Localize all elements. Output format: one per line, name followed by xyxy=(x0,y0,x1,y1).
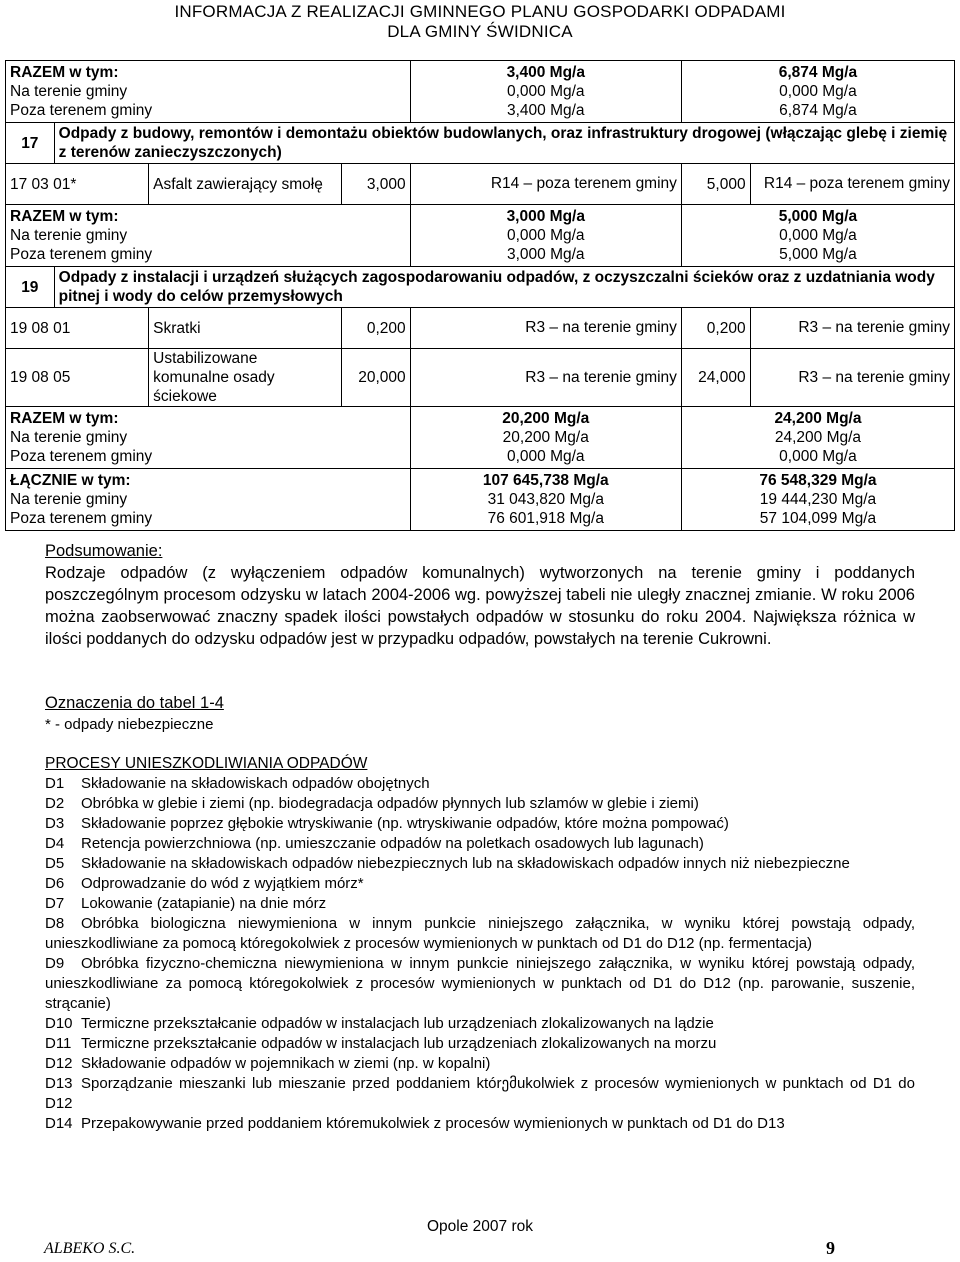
total-label: Na terenie gminy xyxy=(10,491,128,508)
process-code: D1 xyxy=(45,775,65,792)
value-cell: 0,000 Mg/a xyxy=(506,83,585,100)
legend-section xyxy=(45,692,915,736)
summary-section xyxy=(45,540,915,650)
process-text: Składowanie poprzez głębokie wtryskiwanie (np. wtryskiwanie odpadów, które można pompować) xyxy=(81,815,729,832)
value-cell: 57 104,099 Mg/a xyxy=(759,510,877,527)
list-item xyxy=(45,894,915,914)
section-17-header xyxy=(6,123,955,164)
value-cell: 31 043,820 Mg/a xyxy=(487,491,604,508)
value-cell: 6,874 Mg/a xyxy=(778,64,858,81)
quantity-1: 3,000 xyxy=(341,164,410,205)
table-row xyxy=(6,308,955,349)
process-code: D5 xyxy=(45,855,65,872)
process-text: Sporządzanie mieszanki lub mieszanie przed poddaniem którემukolwiek z procesów wymienionych w punktach od D1 do D12 xyxy=(45,1075,915,1112)
list-item xyxy=(45,1054,915,1074)
value-cell: 3,000 Mg/a xyxy=(506,208,585,225)
process-code: D6 xyxy=(45,875,65,892)
quantity-1: 20,000 xyxy=(341,349,410,407)
process-text: Składowanie na składowiskach odpadów niebezpiecznych lub na składowiskach odpadów innych niż niebezpieczne xyxy=(81,855,850,872)
page-header xyxy=(0,2,960,42)
legend-heading: Oznaczenia do tabel 1-4 xyxy=(45,694,224,712)
header-line-1: INFORMACJA Z REALIZACJI GMINNEGO PLANU GOSPODARKI ODPADAMI xyxy=(174,2,786,21)
value-cell: 76 601,918 Mg/a xyxy=(487,510,604,527)
value-cell: 24,200 Mg/a xyxy=(774,429,862,446)
process-code: D2 xyxy=(45,795,65,812)
waste-name: Skratki xyxy=(149,308,342,349)
process-code: D13 xyxy=(45,1075,73,1092)
waste-name: Asfalt zawierający smołę xyxy=(149,164,342,205)
process-2: R3 – na terenie gminy xyxy=(750,349,954,407)
table-row xyxy=(6,349,955,407)
summary-block-1 xyxy=(6,61,955,123)
summary-label: Na terenie gminy xyxy=(10,83,128,100)
process-code: D7 xyxy=(45,895,65,912)
summary-label: RAZEM w tym: xyxy=(10,208,119,225)
list-item xyxy=(45,874,915,894)
value-cell: 0,000 Mg/a xyxy=(506,227,585,244)
waste-table xyxy=(5,60,955,531)
value-cell: 0,000 Mg/a xyxy=(779,448,857,465)
list-item xyxy=(45,1034,915,1054)
value-cell: 76 548,329 Mg/a xyxy=(759,472,877,489)
process-1: R3 – na terenie gminy xyxy=(410,308,681,349)
footer-date: Opole 2007 rok xyxy=(427,1218,533,1235)
waste-code: 17 03 01* xyxy=(6,164,149,205)
value-cell: 20,200 Mg/a xyxy=(502,429,589,446)
total-label: Poza terenem gminy xyxy=(10,510,153,527)
summary-label: RAZEM w tym: xyxy=(10,410,119,427)
process-code: D4 xyxy=(45,835,65,852)
process-text: Przepakowywanie przed poddaniem któremukolwiek z procesów wymienionych w punktach od D1 do D13 xyxy=(81,1115,785,1132)
total-col-2 xyxy=(681,469,954,531)
summary-col-2 xyxy=(681,407,954,469)
process-text: Składowanie na składowiskach odpadów obojętnych xyxy=(81,775,430,792)
summary-heading: Podsumowanie: xyxy=(45,542,163,560)
total-col-1 xyxy=(410,469,681,531)
summary-col-1 xyxy=(410,61,681,123)
section-title: Odpady z budowy, remontów i demontażu obiektów budowlanych, oraz infrastruktury drogowej (włączając glebę i ziemię z terenów zanieczyszczonych) xyxy=(54,123,954,164)
section-19-header xyxy=(6,267,955,308)
summary-block-3 xyxy=(6,407,955,469)
value-cell: 19 444,230 Mg/a xyxy=(759,491,877,508)
process-code: D12 xyxy=(45,1055,73,1072)
value-cell: 0,000 Mg/a xyxy=(779,227,857,244)
waste-name: Ustabilizowane komunalne osady ściekowe xyxy=(149,349,342,407)
process-text: Składowanie odpadów w pojemnikach w ziemi (np. w kopalni) xyxy=(81,1055,491,1072)
list-item xyxy=(45,954,915,1014)
value-cell: 5,000 Mg/a xyxy=(779,246,857,263)
quantity-2: 24,000 xyxy=(681,349,750,407)
process-code: D3 xyxy=(45,815,65,832)
processes-section xyxy=(45,754,915,1134)
summary-label: Na terenie gminy xyxy=(10,429,128,446)
process-text: Obróbka w glebie i ziemi (np. biodegradacja odpadów płynnych lub szlamów w glebie i ziemi) xyxy=(81,795,699,812)
process-2: R14 – poza terenem gminy xyxy=(750,164,954,205)
process-text: Retencja powierzchniowa (np. umieszczanie odpadów na poletkach osadowych lub lagunach) xyxy=(81,835,704,852)
processes-list xyxy=(45,774,915,1134)
section-title: Odpady z instalacji i urządzeń służących zagospodarowaniu odpadów, z oczyszczalni ścieków oraz z uzdatniania wody pitnej i wody do celów przemysłowych xyxy=(54,267,954,308)
process-code: D9 xyxy=(45,955,65,972)
value-cell: 0,000 Mg/a xyxy=(779,83,857,100)
process-text: Odprowadzanie do wód z wyjątkiem mórz* xyxy=(81,875,364,892)
summary-label: Poza terenem gminy xyxy=(10,448,153,465)
process-code: D10 xyxy=(45,1015,73,1032)
value-cell: 20,200 Mg/a xyxy=(502,410,590,427)
value-cell: 3,000 Mg/a xyxy=(506,246,585,263)
list-item xyxy=(45,914,915,954)
value-cell: 0,000 Mg/a xyxy=(506,448,585,465)
process-text: Termiczne przekształcanie odpadów w instalacjach lub urządzeniach zlokalizowanych na lądzie xyxy=(81,1015,714,1032)
value-cell: 24,200 Mg/a xyxy=(774,410,862,427)
list-item xyxy=(45,814,915,834)
process-code: D8 xyxy=(45,915,65,932)
waste-code: 19 08 05 xyxy=(6,349,149,407)
summary-col-2 xyxy=(681,61,954,123)
list-item xyxy=(45,774,915,794)
value-cell: 3,400 Mg/a xyxy=(506,102,585,119)
summary-col-2 xyxy=(681,205,954,267)
process-text: Lokowanie (zatapianie) na dnie mórz xyxy=(81,895,327,912)
section-number: 17 xyxy=(6,123,55,164)
list-item xyxy=(45,1114,915,1134)
process-text: Termiczne przekształcanie odpadów w instalacjach lub urządzeniach zlokalizowanych na morzu xyxy=(81,1035,717,1052)
list-item xyxy=(45,794,915,814)
process-code: D11 xyxy=(45,1035,72,1052)
process-text: Obróbka fizyczno-chemiczna niewymieniona w innym punkcie niniejszego załącznika, w wyniku której powstają odpady, unieszkodliwiane za pomocą któregokolwiek z procesów wymienionych w punktach od D1 do D12 (np. parowanie, suszenie, strącanie) xyxy=(45,955,915,1012)
total-block xyxy=(6,469,955,531)
summary-label: Poza terenem gminy xyxy=(10,102,153,119)
processes-heading: PROCESY UNIESZKODLIWIANIA ODPADÓW xyxy=(45,755,368,772)
list-item xyxy=(45,834,915,854)
page-number: 9 xyxy=(826,1238,835,1258)
process-text: Obróbka biologiczna niewymieniona w innym punkcie niniejszego załącznika, w wyniku której powstają odpady, unieszkodliwiane za pomocą któregokolwiek z procesów wymienionych w punktach od D1 do D12 (np. fermentacja) xyxy=(45,915,915,952)
waste-code: 19 08 01 xyxy=(6,308,149,349)
summary-label: Na terenie gminy xyxy=(10,227,128,244)
summary-col-1 xyxy=(410,205,681,267)
quantity-2: 0,200 xyxy=(681,308,750,349)
summary-col-1 xyxy=(410,407,681,469)
summary-label: RAZEM w tym: xyxy=(10,64,119,81)
summary-label: Poza terenem gminy xyxy=(10,246,153,263)
value-cell: 107 645,738 Mg/a xyxy=(482,472,609,489)
header-line-2: DLA GMINY ŚWIDNICA xyxy=(387,22,573,41)
list-item xyxy=(45,854,915,874)
quantity-2: 5,000 xyxy=(681,164,750,205)
legend-note: * - odpady niebezpieczne xyxy=(45,716,214,733)
value-cell: 5,000 Mg/a xyxy=(778,208,858,225)
list-item xyxy=(45,1074,915,1114)
process-1: R14 – poza terenem gminy xyxy=(410,164,681,205)
table-row xyxy=(6,164,955,205)
value-cell: 6,874 Mg/a xyxy=(779,102,857,119)
process-1: R3 – na terenie gminy xyxy=(410,349,681,407)
total-label: ŁĄCZNIE w tym: xyxy=(10,472,131,489)
value-cell: 3,400 Mg/a xyxy=(506,64,585,81)
summary-block-2 xyxy=(6,205,955,267)
process-2: R3 – na terenie gminy xyxy=(750,308,954,349)
section-number: 19 xyxy=(6,267,55,308)
summary-paragraph: Rodzaje odpadów (z wyłączeniem odpadów komunalnych) wytworzonych na terenie gminy i poddanych poszczególnym procesom odzysku w latach 2004-2006 wg. powyższej tabeli nie uległy znacznej zmianie. W roku 2006 można zaobserwować znaczny spadek ilości powstałych odpadów w stosunku do roku 2004. Największa różnica w ilości poddanych do odzysku odpadów jest w przypadku odpadów, powstałych na terenie Cukrowni. xyxy=(45,564,915,648)
list-item xyxy=(45,1014,915,1034)
quantity-1: 0,200 xyxy=(341,308,410,349)
process-code: D14 xyxy=(45,1115,73,1132)
company-name: ALBEKO S.C. xyxy=(44,1240,136,1257)
